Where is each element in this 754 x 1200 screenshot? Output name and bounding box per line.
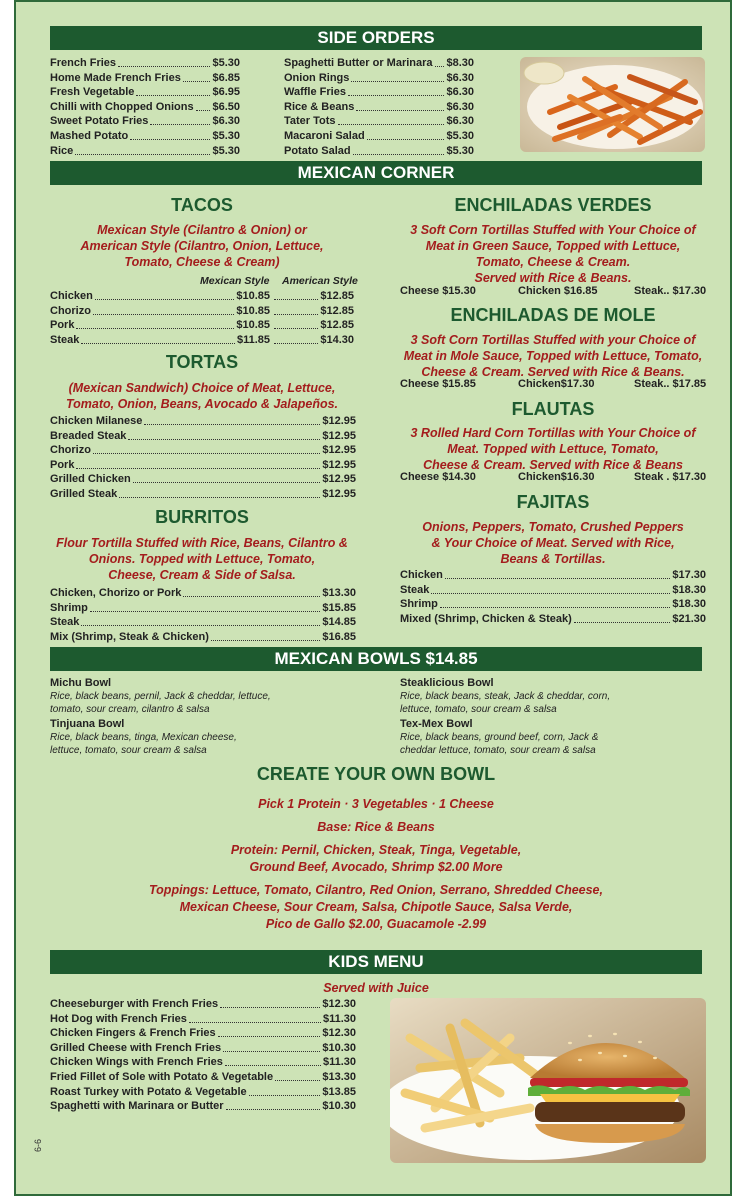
create-bowl-line: Base: Rice & Beans [317,820,435,834]
side-orders-banner: SIDE ORDERS [50,26,702,50]
bowl-description [400,690,610,716]
item-price: $6.30 [446,86,474,99]
item-price: $12.95 [322,444,356,457]
menu-item-row [50,1012,356,1026]
bowl-desc-line: Rice, black beans, tinga, Mexican cheese, [50,732,237,743]
burger-and-fries-photo [390,998,706,1163]
item-name: Chicken [400,569,443,581]
item-price: $11.85 [236,333,270,346]
item-price: $6.30 [212,115,240,128]
bowl-name: Michu Bowl [50,677,112,689]
item-price: $10.85 [236,290,270,302]
bowl-description [400,731,598,757]
dot-leader [440,607,670,608]
item-price: $16.85 [322,630,356,643]
american-price-row [272,304,354,318]
enchiladas-mole-chicken: Chicken$17.30 [518,378,595,390]
american-price-row [272,289,354,303]
item-name: Chilli with Chopped Onions [50,100,194,113]
description-line: Tomato, Cheese & Cream) [124,255,280,269]
menu-item-row [284,56,474,70]
dot-leader [130,139,210,140]
menu-item-row [50,100,240,114]
kids-menu-banner: KIDS MENU [50,950,702,974]
dot-leader [118,66,210,67]
flautas-description [400,425,706,473]
flautas-cheese: Cheese $14.30 [400,471,476,483]
item-name: Chicken, Chorizo or Pork [50,587,182,599]
fajitas-description [400,519,706,567]
item-name: Chicken Milanese [50,415,143,427]
description-line: Cheese, Cream & Side of Salsa. [108,568,296,582]
description-line: Cheese & Cream. Served with Rice & Beans [423,458,683,472]
bowl-desc-line: lettuce, tomato, sour cream & salsa [50,745,207,756]
dot-leader [353,154,445,155]
menu-item-row [284,129,474,143]
description-line: Beans & Tortillas. [500,552,606,566]
enchiladas-verdes-heading: ENCHILADAS VERDES [454,195,652,215]
item-name: Rice [50,144,74,157]
item-name: Rice & Beans [284,100,355,113]
item-name: Fried Fillet of Sole with Potato & Vegetable [50,1071,274,1083]
description-line: (Mexican Sandwich) Choice of Meat, Lettuce, [68,381,336,395]
description-line: Onions, Peppers, Tomato, Crushed Peppers [422,520,684,534]
bowl-desc-line: lettuce, tomato, sour cream & salsa [400,704,557,715]
description-line: 3 Rolled Hard Corn Tortillas with Your Choice of [410,426,696,440]
item-price: $5.30 [212,144,240,157]
item-price: $6.95 [212,86,240,99]
item-name: Cheeseburger with French Fries [50,998,219,1010]
menu-item-row [50,333,270,347]
menu-item-row [284,100,474,114]
enchiladas-verdes-steak: Steak.. $17.30 [634,285,707,297]
dot-leader [93,314,234,315]
menu-item-row [400,612,706,626]
menu-item-row [50,414,356,428]
menu-item-row [50,304,270,318]
item-price: $12.95 [322,458,356,471]
dot-leader [93,453,320,454]
french-fries-photo [520,57,705,152]
flautas-chicken: Chicken$16.30 [518,471,595,483]
item-price: $11.30 [322,1012,356,1025]
dot-leader [367,139,445,140]
menu-item-row [50,1041,356,1055]
item-name: Grilled Chicken [50,473,131,486]
enchiladas-mole-cheese: Cheese $15.85 [400,378,476,390]
item-name: Mashed Potato [50,130,129,142]
menu-item-row [50,429,356,443]
dot-leader [81,625,320,626]
item-price: $6.30 [446,71,474,84]
item-price: $5.30 [212,130,240,142]
description-line: Mexican Style (Cilantro & Onion) or [97,223,307,237]
item-price: $12.30 [322,998,356,1010]
menu-item-row [50,289,270,303]
american-price-row [272,318,354,332]
item-name: Home Made French Fries [50,71,181,84]
bowl-desc-line: cheddar lettuce, tomato, sour cream & salsa [400,745,596,756]
item-price: $5.30 [446,130,474,142]
enchiladas-verdes-description [400,222,706,286]
dot-leader [196,110,211,111]
create-bowl-line: Mexican Cheese, Sour Cream, Salsa, Chipotle Sauce, Salsa Verde, [179,900,573,914]
item-name: Shrimp [50,601,88,614]
description-line: Meat in Green Sauce, Topped with Lettuce, [425,239,681,253]
american-price-row [272,333,354,347]
enchiladas-verdes-cheese: Cheese $15.30 [400,285,476,297]
dot-leader [95,299,235,300]
menu-item-row [50,56,240,70]
dot-leader [220,1007,320,1008]
menu-item-row [50,1085,356,1099]
item-price: $18.30 [672,583,706,596]
item-price: $12.85 [320,290,354,302]
item-price: $14.30 [320,333,354,346]
create-your-own-bowl-heading: CREATE YOUR OWN BOWL [256,764,496,784]
tacos-col-mexican: Mexican Style [200,275,270,287]
dot-leader [435,66,445,67]
item-price: $10.85 [236,304,270,317]
dot-leader [76,328,234,329]
item-price: $13.30 [322,1071,356,1083]
menu-item-row [50,997,356,1011]
page-number: 6-6 [33,1138,43,1152]
item-price: $10.30 [322,1041,356,1054]
description-line: 3 Soft Corn Tortillas Stuffed with Your Choice of [410,223,696,237]
dot-leader [189,1022,321,1023]
item-name: Spaghetti with Marinara or Butter [50,1100,224,1113]
menu-item-row [50,71,240,85]
item-price: $18.30 [672,598,706,611]
menu-item-row [50,458,356,472]
item-name: Tater Tots [284,115,336,128]
tacos-description [50,222,354,270]
description-line: Cheese & Cream. Served with Rice & Beans. [421,365,685,379]
menu-item-row [284,71,474,85]
kids-menu-subtitle: Served with Juice [323,981,429,995]
item-name: Chicken Fingers & French Fries [50,1027,216,1040]
dot-leader [128,439,320,440]
create-bowl-line: Ground Beef, Avocado, Shrimp $2.00 More [249,860,503,874]
create-bowl-line: Protein: Pernil, Chicken, Steak, Tinga, Vegetable, [230,843,522,857]
menu-item-row [284,85,474,99]
dot-leader [348,95,445,96]
item-price: $6.50 [212,100,240,113]
menu-item-row [50,487,356,501]
menu-item-row [50,114,240,128]
item-name: Pork [50,319,75,332]
dot-leader [275,1080,320,1081]
item-name: Steak [400,583,430,596]
dot-leader [136,95,210,96]
create-bowl-line: Pico de Gallo $2.00, Guacamole -2.99 [265,917,487,931]
item-price: $6.30 [446,100,474,113]
dot-leader [150,124,210,125]
item-price: $12.95 [322,488,356,500]
item-name: Fresh Vegetable [50,86,135,99]
enchiladas-verdes-chicken: Chicken $16.85 [518,285,598,297]
item-price: $14.85 [322,616,356,629]
item-name: Steak [50,333,80,346]
menu-item-row [50,472,356,486]
item-name: Pork [50,458,75,471]
item-price: $12.85 [320,319,354,332]
item-price: $10.85 [236,319,270,332]
menu-item-row [50,615,356,629]
description-line: 3 Soft Corn Tortillas Stuffed with your Choice of [410,333,696,347]
item-price: $5.30 [212,57,240,69]
item-name: Onion Rings [284,71,350,84]
bowl-desc-line: Rice, black beans, pernil, Jack & cheddar, lettuce, [50,691,271,702]
dot-leader [218,1036,321,1037]
menu-item-row [50,443,356,457]
item-name: Shrimp [400,598,438,611]
dot-leader [183,81,211,82]
menu-item-row [50,630,356,644]
item-name: Breaded Steak [50,429,127,442]
item-price: $10.30 [322,1100,356,1113]
item-price: $12.30 [322,1027,356,1040]
description-line: Tomato, Onion, Beans, Avocado & Jalapeños. [65,397,339,411]
bowl-desc-line: tomato, sour cream, cilantro & salsa [50,704,210,715]
dot-leader [274,343,318,344]
item-price: $12.85 [320,304,354,317]
bowl-desc-line: Rice, black beans, ground beef, corn, Jack & [400,732,599,743]
dot-leader [351,81,444,82]
item-name: Chicken [50,290,93,302]
bowl-name: Tex-Mex Bowl [400,718,473,730]
menu-item-row [400,568,706,582]
dot-leader [223,1051,320,1052]
tacos-col-american: American Style [282,275,358,287]
description-line: Meat in Mole Sauce, Topped with Lettuce, Tomato, [403,349,703,363]
item-name: French Fries [50,57,117,69]
menu-item-row [50,586,356,600]
bowl-description [50,731,237,757]
menu-item-row [50,1099,356,1113]
item-name: Roast Turkey with Potato & Vegetable [50,1085,247,1098]
item-price: $11.30 [322,1056,356,1069]
item-price: $12.95 [322,429,356,442]
tacos-heading: TACOS [171,195,233,215]
item-price: $8.30 [446,57,474,69]
item-price: $13.85 [322,1085,356,1098]
bowl-name: Tinjuana Bowl [50,718,125,730]
mexican-corner-banner: MEXICAN CORNER [50,161,702,185]
item-name: Steak [50,616,80,629]
menu-item-row [50,1055,356,1069]
dot-leader [81,343,235,344]
dot-leader [133,482,321,483]
dot-leader [274,299,318,300]
menu-item-row [400,597,706,611]
dot-leader [274,314,318,315]
burritos-description [50,535,354,583]
dot-leader [338,124,445,125]
create-bowl-line: Toppings: Lettuce, Tomato, Cilantro, Red Onion, Serrano, Shredded Cheese, [149,883,603,897]
menu-item-row [284,144,474,158]
item-name: Chorizo [50,304,91,317]
menu-item-row [50,1026,356,1040]
menu-item-row [50,129,240,143]
dot-leader [274,328,318,329]
item-price: $15.85 [322,601,356,614]
description-line: American Style (Cilantro, Onion, Lettuce, [80,239,324,253]
burritos-heading: BURRITOS [155,507,249,527]
dot-leader [249,1095,321,1096]
dot-leader [183,596,320,597]
dot-leader [431,593,670,594]
item-name: Waffle Fries [284,86,346,99]
tortas-heading: TORTAS [165,352,239,372]
item-price: $13.30 [322,587,356,599]
dot-leader [90,611,320,612]
menu-item-row [50,1070,356,1084]
dot-leader [226,1109,321,1110]
description-line: Meat. Topped with Lettuce, Tomato, [447,442,659,456]
description-line: Served with Rice & Beans. [474,271,632,285]
item-price: $6.85 [212,71,240,84]
dot-leader [76,468,320,469]
item-name: Spaghetti Butter or Marinara [284,57,433,69]
item-name: Macaroni Salad [284,130,365,142]
menu-item-row [50,85,240,99]
item-price: $21.30 [672,612,706,625]
fajitas-heading: FAJITAS [516,492,590,512]
dot-leader [356,110,444,111]
bowl-name: Steaklicious Bowl [400,677,494,689]
item-name: Grilled Cheese with French Fries [50,1041,222,1054]
item-price: $6.30 [446,115,474,128]
tortas-description [50,380,354,412]
dot-leader [144,424,320,425]
item-price: $12.95 [322,415,356,427]
item-name: Chorizo [50,444,91,457]
dot-leader [445,578,671,579]
enchiladas-mole-steak: Steak.. $17.85 [634,378,707,390]
menu-item-row [400,583,706,597]
item-name: Mixed (Shrimp, Chicken & Steak) [400,612,572,625]
menu-item-row [50,318,270,332]
mexican-bowls-banner: MEXICAN BOWLS $14.85 [50,647,702,671]
description-line: Tomato, Cheese & Cream. [475,255,631,269]
menu-item-row [284,114,474,128]
description-line: & Your Choice of Meat. Served with Rice, [431,536,675,550]
menu-page [14,0,732,1196]
create-bowl-line: Pick 1 Protein · 3 Vegetables · 1 Cheese [258,797,494,811]
item-name: Hot Dog with French Fries [50,1012,187,1025]
item-name: Sweet Potato Fries [50,115,149,128]
dot-leader [574,622,671,623]
enchiladas-mole-heading: ENCHILADAS DE MOLE [450,305,656,325]
item-name: Mix (Shrimp, Steak & Chicken) [50,630,209,643]
enchiladas-mole-description [400,332,706,380]
item-price: $12.95 [322,473,356,486]
dot-leader [75,154,210,155]
item-price: $17.30 [672,569,706,581]
bowl-description [50,690,271,716]
description-line: Flour Tortilla Stuffed with Rice, Beans, Cilantro & [56,536,348,550]
item-name: Potato Salad [284,144,351,157]
description-line: Onions. Topped with Lettuce, Tomato, [88,552,316,566]
menu-item-row [50,601,356,615]
item-name: Chicken Wings with French Fries [50,1056,223,1069]
item-name: Grilled Steak [50,488,118,500]
bowl-desc-line: Rice, black beans, steak, Jack & cheddar, corn, [400,691,611,702]
dot-leader [119,497,320,498]
flautas-heading: FLAUTAS [511,399,595,419]
flautas-steak: Steak . $17.30 [634,471,707,483]
dot-leader [211,640,320,641]
item-price: $5.30 [446,144,474,157]
menu-item-row [50,144,240,158]
dot-leader [225,1065,321,1066]
